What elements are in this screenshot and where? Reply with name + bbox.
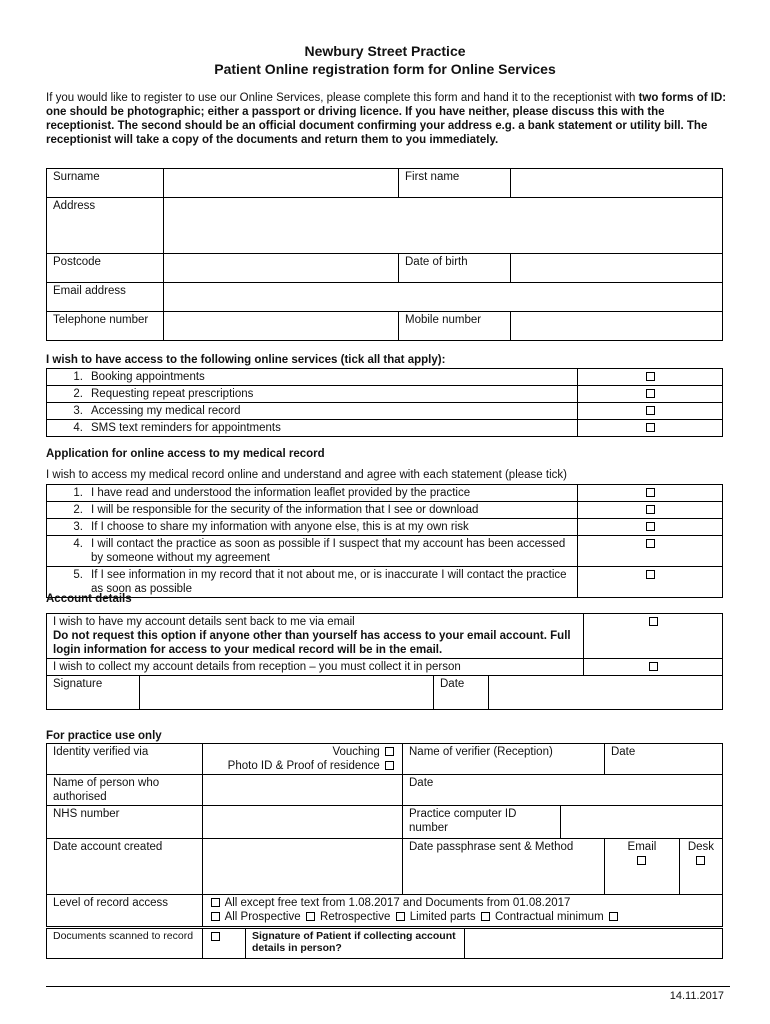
checkbox-icon[interactable] (646, 570, 655, 579)
service-row (47, 403, 723, 420)
signature-table (46, 675, 723, 710)
dob-field[interactable] (511, 254, 723, 283)
photo-id-label: Photo ID & Proof of residence (227, 760, 380, 772)
access-level-label: Level of record access (47, 895, 203, 927)
surname-label: Surname (47, 169, 164, 198)
authorised-by-label: Name of person who authorised (47, 775, 203, 806)
record-row (47, 502, 723, 519)
computer-id-label: Practice computer ID number (403, 806, 561, 839)
practice-use-table (46, 743, 723, 927)
access-contract: Contractual minimum (495, 911, 604, 923)
services-heading: I wish to have access to the following online services (tick all that apply): (46, 354, 446, 366)
record-num: 1. (73, 487, 83, 499)
footer-divider (46, 986, 730, 987)
dob-label: Date of birth (399, 254, 511, 283)
footer-date: 14.11.2017 (669, 990, 724, 1002)
record-num: 5. (73, 569, 83, 581)
checkbox-icon[interactable] (306, 912, 315, 921)
record-text: I have read and understood the information leaflet provided by the practice (91, 487, 471, 499)
practice-name: Newbury Street Practice (304, 43, 466, 59)
access-all: All Prospective (224, 911, 301, 923)
postcode-label: Postcode (47, 254, 164, 283)
signature-date-field[interactable] (489, 676, 723, 710)
record-num: 4. (73, 538, 83, 550)
checkbox-icon[interactable] (481, 912, 490, 921)
service-num: 3. (73, 405, 83, 417)
access-retro: Retrospective (320, 911, 391, 923)
email-warning-text: Do not request this option if anyone other than yourself has access to your email account. Full login information for access to your medical record will be in the email. (53, 630, 571, 656)
checkbox-icon[interactable] (211, 932, 220, 941)
service-num: 2. (73, 388, 83, 400)
patient-signature-label: Signature of Patient if collecting account details in person? (246, 929, 465, 959)
checkbox-icon[interactable] (211, 912, 220, 921)
record-row (47, 485, 723, 502)
first-name-label: First name (399, 169, 511, 198)
service-text: Booking appointments (91, 371, 205, 383)
telephone-label: Telephone number (47, 312, 164, 341)
practice-use-heading: For practice use only (46, 730, 162, 742)
authorised-date-label: Date (403, 775, 723, 806)
service-text: Accessing my medical record (91, 405, 241, 417)
telephone-field[interactable] (164, 312, 399, 341)
checkbox-icon[interactable] (211, 898, 220, 907)
checkbox-icon[interactable] (646, 389, 655, 398)
signature-label: Signature (47, 676, 140, 710)
intro-text (46, 91, 730, 147)
email-option-text: I wish to have my account details sent back to me via email (53, 616, 355, 628)
checkbox-icon[interactable] (385, 747, 394, 756)
first-name-field[interactable] (511, 169, 723, 198)
intro-bold: two forms of ID: one should be photographic; either a passport or driving licence. If you have neither, please discuss this with the receptionist. The second should be an official document confirming your address e.g. a bank statement or utility bill. The receptionist will take a copy of the documents and return them to you immediately. (46, 92, 727, 146)
checkbox-icon[interactable] (646, 372, 655, 381)
verifier-date-label: Date (604, 744, 722, 775)
services-table (46, 368, 723, 437)
checkbox-icon[interactable] (637, 856, 646, 865)
date-created-label: Date account created (47, 839, 203, 895)
computer-id-field[interactable] (561, 806, 723, 839)
record-table (46, 484, 723, 598)
record-row (47, 519, 723, 536)
checkbox-icon[interactable] (396, 912, 405, 921)
date-created-field[interactable] (203, 839, 403, 895)
checkbox-icon[interactable] (646, 423, 655, 432)
checkbox-icon[interactable] (646, 488, 655, 497)
verifier-name-label: Name of verifier (Reception) (403, 744, 605, 775)
record-text: If I choose to share my information with anyone else, this is at my own risk (91, 521, 469, 533)
email-label: Email address (47, 283, 164, 312)
mobile-label: Mobile number (399, 312, 511, 341)
service-text: Requesting repeat prescriptions (91, 388, 254, 400)
service-row (47, 420, 723, 437)
patient-signature-field[interactable] (465, 929, 723, 959)
postcode-field[interactable] (164, 254, 399, 283)
account-table (46, 613, 723, 676)
docs-table (46, 928, 723, 959)
checkbox-icon[interactable] (696, 856, 705, 865)
account-heading: Account details (46, 593, 132, 605)
service-num: 4. (73, 422, 83, 434)
nhs-number-label: NHS number (47, 806, 203, 839)
service-row (47, 369, 723, 386)
record-text: I will contact the practice as soon as possible if I suspect that my account has been accessed by someone without my agreement (91, 538, 566, 564)
mobile-field[interactable] (511, 312, 723, 341)
reception-option-text: I wish to collect my account details from reception – you must collect it in person (47, 659, 584, 676)
vouching-label: Vouching (332, 746, 380, 758)
record-text: I will be responsible for the security of the information that I see or download (91, 504, 479, 516)
signature-field[interactable] (140, 676, 434, 710)
record-num: 2. (73, 504, 83, 516)
record-row (47, 536, 723, 567)
nhs-number-field[interactable] (203, 806, 403, 839)
authorised-by-field[interactable] (203, 775, 403, 806)
personal-details-table (46, 168, 723, 341)
email-method-label: Email (627, 841, 657, 853)
service-row (47, 386, 723, 403)
signature-date-label: Date (434, 676, 489, 710)
record-text: If I see information in my record that it not about me, or is inaccurate I will contact the practice as soon as possible (91, 569, 567, 595)
surname-field[interactable] (164, 169, 399, 198)
address-field[interactable] (164, 198, 723, 254)
form-title: Patient Online registration form for Online Services (214, 61, 556, 77)
service-num: 1. (73, 371, 83, 383)
address-label: Address (47, 198, 164, 254)
docs-scanned-label: Documents scanned to record (47, 929, 203, 959)
checkbox-icon[interactable] (649, 662, 658, 671)
record-num: 3. (73, 521, 83, 533)
checkbox-icon[interactable] (646, 505, 655, 514)
record-heading: Application for online access to my medical record (46, 448, 325, 460)
access-opt1: All except free text from 1.08.2017 and Documents from 01.08.2017 (224, 897, 571, 909)
access-limited: Limited parts (409, 911, 476, 923)
identity-verified-label: Identity verified via (47, 744, 203, 775)
checkbox-icon[interactable] (609, 912, 618, 921)
record-subheading: I wish to access my medical record online and understand and agree with each statement (please tick) (46, 469, 567, 481)
email-field[interactable] (164, 283, 723, 312)
checkbox-icon[interactable] (649, 617, 658, 626)
intro-line: If you would like to register to use our Online Services, please complete this form and hand it to the receptionist with (46, 92, 636, 104)
checkbox-icon[interactable] (646, 522, 655, 531)
desk-method-label: Desk (687, 841, 715, 853)
checkbox-icon[interactable] (385, 761, 394, 770)
record-row (47, 567, 723, 598)
checkbox-icon[interactable] (646, 406, 655, 415)
service-text: SMS text reminders for appointments (91, 422, 281, 434)
passphrase-label: Date passphrase sent & Method (403, 839, 605, 895)
checkbox-icon[interactable] (646, 539, 655, 548)
